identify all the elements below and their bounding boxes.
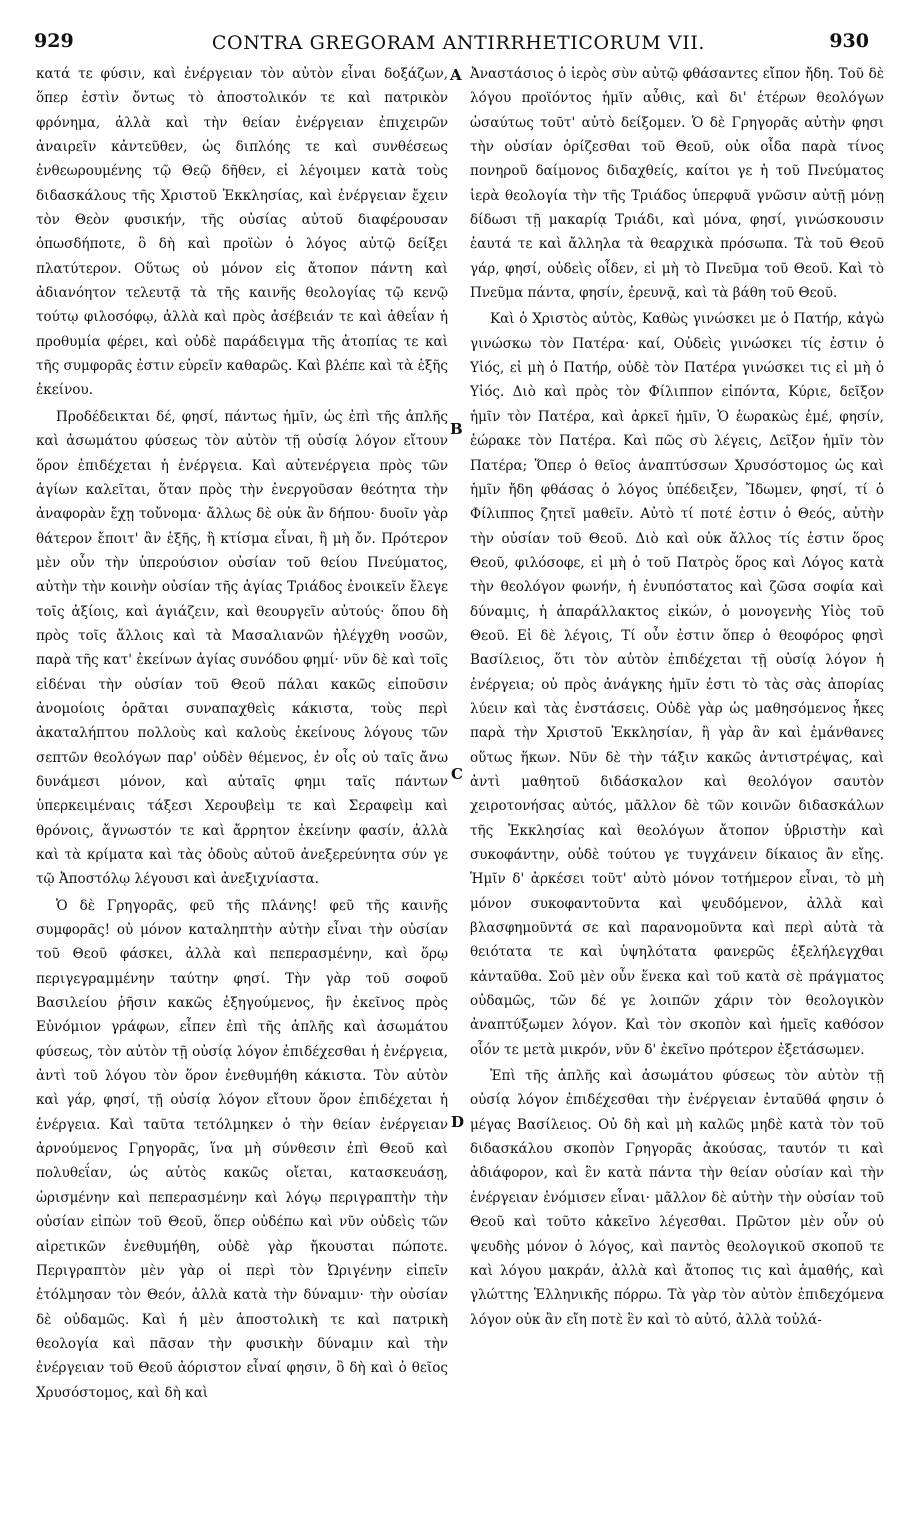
page-number-right: 930 [829,30,869,52]
paragraph: Ἀναστάσιος ὁ ἱερὸς σὺν αὐτῷ φθάσαντες εἴπον ἤδη. Τοῦ δὲ λόγου προϊόντος ἡμῖν αὖθις, καὶ δι' ἑτέρων θεολόγων ὡσαύτως τοῦτ' αὐτὸ δείξομεν. Ὁ δὲ Γρηγορᾶς αὐτὴν φησι τὴν οὐσίαν ὁρίζεσθαι τοῦ Θεοῦ, οὐκ οἶδα παρὰ τίνος πονηροῦ δαίμονος διδαχθείς, καίτοι γε ἡ τοῦ Πνεύματος ἱερὰ θεολογία τὴν τῆς Τριάδος ὑπερφυᾶ γνῶσιν αὐτῇ μόνῃ δίδωσι τῇ μακαρίᾳ Τριάδι, καὶ μόνα, φησί, γινώσκουσιν ἑαυτά τε καὶ ἄλληλα τὰ θεαρχικὰ πρόσωπα. Τὰ τοῦ Θεοῦ γάρ, φησί, οὐδεὶς οἶδεν, εἰ μὴ τὸ Πνεῦμα τοῦ Θεοῦ. Καὶ τὸ Πνεῦμα πάντα, φησίν, ἐρευνᾷ, καὶ τὰ βάθη τοῦ Θεοῦ. [470,66,884,302]
running-title: CONTRA GREGORAM ANTIRRHETICORUM VII. [211,32,706,54]
margin-marker-d: D [451,1113,465,1131]
paragraph: κατά τε φύσιν, καὶ ἐνέργειαν τὸν αὐτὸν εἶναι δοξάζων, ὅπερ ἐστὶν ὄντως τὸ ἀποστολικόν τε καὶ πατρικὸν φρόνημα, ἀλλὰ καὶ τὴν θείαν ἐνέργειαν ἐπιχειρῶν ἀναιρεῖν κἀντεῦθεν, ὡς διπλόης τε καὶ συνθέσεως ἐνθεωρουμένης τῷ Θεῷ δῆθεν, εἰ λέγοιμεν κατὰ τοὺς διδασκάλους τῆς Χριστοῦ Ἐκκλησίας, καὶ ἐνέργειαν ἔχειν τὸν Θεὸν φυσικήν, τῆς οὐσίας αὐτοῦ διαφέρουσαν ὁπωσδήποτε, ὃ δὴ καὶ προϊὼν ὁ λόγος αὐτῷ δείξει πλατύτερον. Οὕτως οὐ μόνον εἰς ἄτοπον πάντη καὶ ἀδιανόητον τελευτᾷ τὰ τῆς καινῆς θεολογίας τῷ κενῷ τούτῳ φιλοσόφῳ, ἀλλὰ καὶ πρὸς ἀσέβειάν τε καὶ ἀθεΐαν ἡ προθυμία φέρει, καὶ οὐδὲ παράδειγμα τῆς ἀτοπίας τε καὶ τῆς συμφορᾶς ἐστιν εὑρεῖν καθαρῶς. Καὶ βλέπε καὶ τὰ ἑξῆς ἐκείνου. [36,66,448,399]
right-text-column [470,62,884,1332]
paragraph: Ἐπὶ τῆς ἁπλῆς καὶ ἀσωμάτου φύσεως τὸν αὐτὸν τῇ οὐσίᾳ λόγον ἐπιδέχεσθαι τὴν ἐνέργειαν ἐνταῦθά φησιν ὁ μέγας Βασίλειος. Οὐ δὴ καὶ μὴ καλῶς μηδὲ κατὰ τὸν τοῦ διδασκάλου σκοπὸν Γρηγορᾶς ἀκούσας, ταυτόν τι καὶ ἀδιάφορον, καὶ ἓν κατὰ πάντα τὴν θείαν οὐσίαν καὶ τὴν ἐνέργειαν ἐνόμισεν εἶναι· μᾶλλον δὲ αὐτὴν τὴν οὐσίαν τοῦ Θεοῦ καὶ τοῦτο κἀκεῖνο λέγεσθαι. Πρῶτον μὲν οὖν οὐ ψευδὴς μόνον ὁ λόγος, καὶ παντὸς θεολογικοῦ σκοποῦ τε καὶ λόγου μακράν, ἀλλὰ καὶ ἄτοπος τις καὶ ἀμαθής, καὶ γλώττης Ἑλληνικῆς πόρρω. Τὰ γὰρ τὸν αὐτὸν ἐπιδεχόμενα λόγον οὐκ ἂν εἴη ποτὲ ἓν καὶ τὸ αὐτό, ἀλλὰ τοὐλά- [470,1068,884,1328]
margin-marker-b: B [450,420,463,438]
page-number-left: 929 [34,30,74,52]
paragraph: Καὶ ὁ Χριστὸς αὐτὸς, Καθὼς γινώσκει με ὁ Πατήρ, κἀγὼ γινώσκω τὸν Πατέρα· καί, Οὐδεὶς γινώσκει τίς ἐστιν ὁ Υἱός, εἰ μὴ ὁ Πατήρ, οὐδὲ τὸν Πατέρα γινώσκει τις εἰ μὴ ὁ Υἱός. Διὸ καὶ πρὸς τὸν Φίλιππον εἰπόντα, Κύριε, δεῖξον ἡμῖν τὸν Πατέρα, καὶ ἀρκεῖ ἡμῖν, Ὁ ἑωρακὼς ἐμέ, φησίν, ἑώρακε τὸν Πατέρα. Καὶ πῶς σὺ λέγεις, Δεῖξον ἡμῖν τὸν Πατέρα; Ὅπερ ὁ θεῖος ἀναπτύσσων Χρυσόστομος ὡς καὶ ἡμῖν ἤδη φθάσας ὁ λόγος ὑπέδειξεν, Ἴδωμεν, φησί, τί ὁ Φίλιππος ζητεῖ μαθεῖν. Αὐτὸ τί ποτέ ἐστιν ὁ Θεός, αὐτὴν τὴν οὐσίαν τοῦ Θεοῦ. Διὸ καὶ οὐκ ἄλλος τίς ἐστιν ὅρος Θεοῦ, φιλόσοφε, εἰ μὴ ὁ τοῦ Πατρὸς ὅρος καὶ Λόγος κατὰ τὴν θεολόγον φωνήν, ἡ ἐνυπόστατος καὶ ζῶσα σοφία καὶ δύναμις, ἡ ἀπαράλλακτος εἰκών, ὁ μονογενὴς Υἱὸς τοῦ Θεοῦ. Εἰ δὲ λέγοις, Τί οὖν ἐστιν ὅπερ ὁ θεοφόρος φησὶ Βασίλειος, ὅτι τὸν αὐτὸν ἐπιδέχεται τῇ οὐσίᾳ λόγον ἡ ἐνέργεια; οὐ πρὸς ἀνάγκης ἡμῖν ἐστι τὸ τὰς σὰς ἀπορίας λύειν καὶ τὰς ἐνστάσεις. Οὐδὲ γὰρ ὡς μαθησόμενος ἧκες παρὰ τὴν Χριστοῦ Ἐκκλησίαν, ἢ γὰρ ἂν καὶ ἐμάνθανες οὕτως ἥκων. Νῦν δὲ τὴν τάξιν κακῶς ἀντιστρέψας, καὶ ἀντὶ μαθητοῦ διδάσκαλον καὶ θεολόγον σαυτὸν χειροτονήσας αὐτός, μᾶλλον δὲ τῶν κοινῶν διδασκάλων τῆς Ἐκκλησίας καὶ θεολόγων ἄτοπον ὑβριστὴν καὶ συκοφάντην, οὐδὲ τούτου γε τυγχάνειν δίκαιος ἂν εἴης. Ἡμῖν δ' ἀρκέσει τοῦτ' αὐτὸ μόνον τοτήμερον εἶναι, τὸ μὴ μόνον συκοφαντοῦντα καὶ ψευδόμενον, ἀλλὰ καὶ βλασφημοῦντά σε καὶ παρανομοῦντα καὶ περὶ αὐτὰ τὰ θειότατα τε καὶ ὑψηλότατα φανερῶς ἐξελήλεγχθαι κἀνταῦθα. Σοῦ μὲν οὖν ἕνεκα καὶ τοῦ κατὰ σὲ πράγματος οὐδαμῶς, τῶν δέ γε λοιπῶν χάριν τὸν θεολογικὸν ἀναπτύξωμεν λόγον. Καὶ τὸν σκοπὸν καὶ ἡμεῖς καθόσον οἷόν τε μετὰ μικρόν, νῦν δ' ἐκεῖνο πρότερον ἐξετάσωμεν. [470,311,884,1058]
margin-marker-c: C [451,765,463,783]
margin-marker-a: A [450,66,462,84]
paragraph: Ὁ δὲ Γρηγορᾶς, φεῦ τῆς πλάνης! φεῦ τῆς καινῆς συμφορᾶς! οὐ μόνον καταληπτὴν αὐτὴν εἶναι τὴν οὐσίαν τοῦ Θεοῦ φάσκει, ἀλλὰ καὶ πεπερασμένην, καὶ ὅρῳ περιγεγραμμένην ταύτην φησί. Τὴν γὰρ τοῦ σοφοῦ Βασιλείου ῥῆσιν κακῶς ἐξηγούμενος, ἣν ἐκεῖνος πρὸς Εὐνόμιον γράφων, εἶπεν ἐπὶ τῆς ἁπλῆς καὶ ἀσωμάτου φύσεως, τὸν αὐτὸν τῇ οὐσίᾳ λόγον ἐπιδέχεσθαι ἡ ἐνέργεια, ἀντὶ τοῦ λόγου τὸν ὅρον ἐνεθυμήθη κάκιστα. Τὸν αὐτὸν καὶ γάρ, φησί, τῇ οὐσίᾳ λόγον εἴτουν ὅρον ἐπιδέχεται ἡ ἐνέργεια. Καὶ ταῦτα τετόλμηκεν ὁ τὴν θείαν ἐνέργειαν ἀρνούμενος Γρηγορᾶς, ἵνα μὴ σύνθεσιν ἐπὶ Θεοῦ καὶ πολυθεΐαν, ὡς αὐτὸς κακῶς οἴεται, κατασκευάσῃ, ὡρισμένην καὶ πεπερασμένην καὶ λόγῳ περιγραπτὴν τὴν οὐσίαν εἰπὼν τοῦ Θεοῦ, ὅπερ οὐδέπω καὶ νῦν οὐδεὶς τῶν αἱρετικῶν ἐνεθυμήθη, οὐδὲ γὰρ ἤκουσται πώποτε. Περιγραπτὸν μὲν γὰρ οἱ περὶ τὸν Ὠριγένην εἰπεῖν ἐτόλμησαν τὸν Θεόν, ἀλλὰ κατὰ τὴν δύναμιν· τὴν οὐσίαν δὲ οὐδαμῶς. Καὶ ἡ μὲν ἀποστολικὴ τε καὶ πατρικὴ θεολογία καὶ πᾶσαν τὴν φυσικὴν δύναμιν καὶ τὴν ἐνέργειαν τοῦ Θεοῦ ἀόριστον εἶναί φησιν, ὃ δὴ καὶ ὁ θεῖος Χρυσόστομος, καὶ δὴ καὶ [36,897,448,1401]
paragraph: Προδέδεικται δέ, φησί, πάντως ἡμῖν, ὡς ἐπὶ τῆς ἁπλῆς καὶ ἀσωμάτου φύσεως τὸν αὐτὸν τῇ οὐσίᾳ λόγον εἴτουν ὅρον ἐπιδέχεται ἡ ἐνέργεια. Καὶ αὐτενέργεια πρὸς τῶν ἁγίων καλεῖται, ὅταν πρὸς τὴν ἐνεργοῦσαν θεότητα τὴν ἀναφορὰν ἔχῃ τοὔνομα· ἄλλως δὲ οὐκ ἂν δήπου· δυοῖν γὰρ θάτερον ἔποιτ' ἂν ἑξῆς, ἢ κτίσμα εἶναι, ἢ μὴ ὄν. Πρότερον μὲν οὖν τὴν ὑπερούσιον οὐσίαν τοῦ θείου Πνεύματος, αὐτὴν τὴν κοινὴν οὐσίαν τῆς ἁγίας Τριάδος ἐνοικεῖν ἔλεγε τοῖς ἀξίοις, καὶ ἁγιάζειν, καὶ θεουργεῖν αὐτούς· ὅπου δὴ πρὸς τοῖς ἄλλοις καὶ τὰ Μασαλιανῶν ἠλέγχθη νοσῶν, παρὰ τῆς κατ' ἐκείνων ἁγίας συνόδου φημί· νῦν δὲ καὶ τοῖς εἰδέναι τὴν οὐσίαν τοῦ Θεοῦ πάλαι κακῶς εἰποῦσιν ἀνομοίοις ὁρᾶται συναπαχθεὶς κάκιστα, τοὺς περὶ ἀκαταλήπτου πολλοὺς καὶ καλοὺς ἐκείνους λόγους τῶν σεπτῶν θεολόγων παρ' οὐδὲν θέμενος, ἐν οἷς οὐ ταῖς ἄνω δυνάμεσι μόνον, καὶ αὐταῖς φημι ταῖς πάντων ὑπερκειμέναις τάξεσι Χερουβεὶμ τε καὶ Σεραφεὶμ καὶ θρόνοις, ἄγνωστόν τε καὶ ἄρρητον ἐκείνην φασίν, ἀλλὰ καὶ τὰ κρίματα καὶ τὰς ὁδοὺς αὐτοῦ ἀνεξερεύνητα σύν γε τῷ Ἀποστόλῳ λέγουσι καὶ ἀνεξιχνίαστα. [36,408,448,888]
left-text-column [36,62,448,1405]
page-header [0,30,917,60]
